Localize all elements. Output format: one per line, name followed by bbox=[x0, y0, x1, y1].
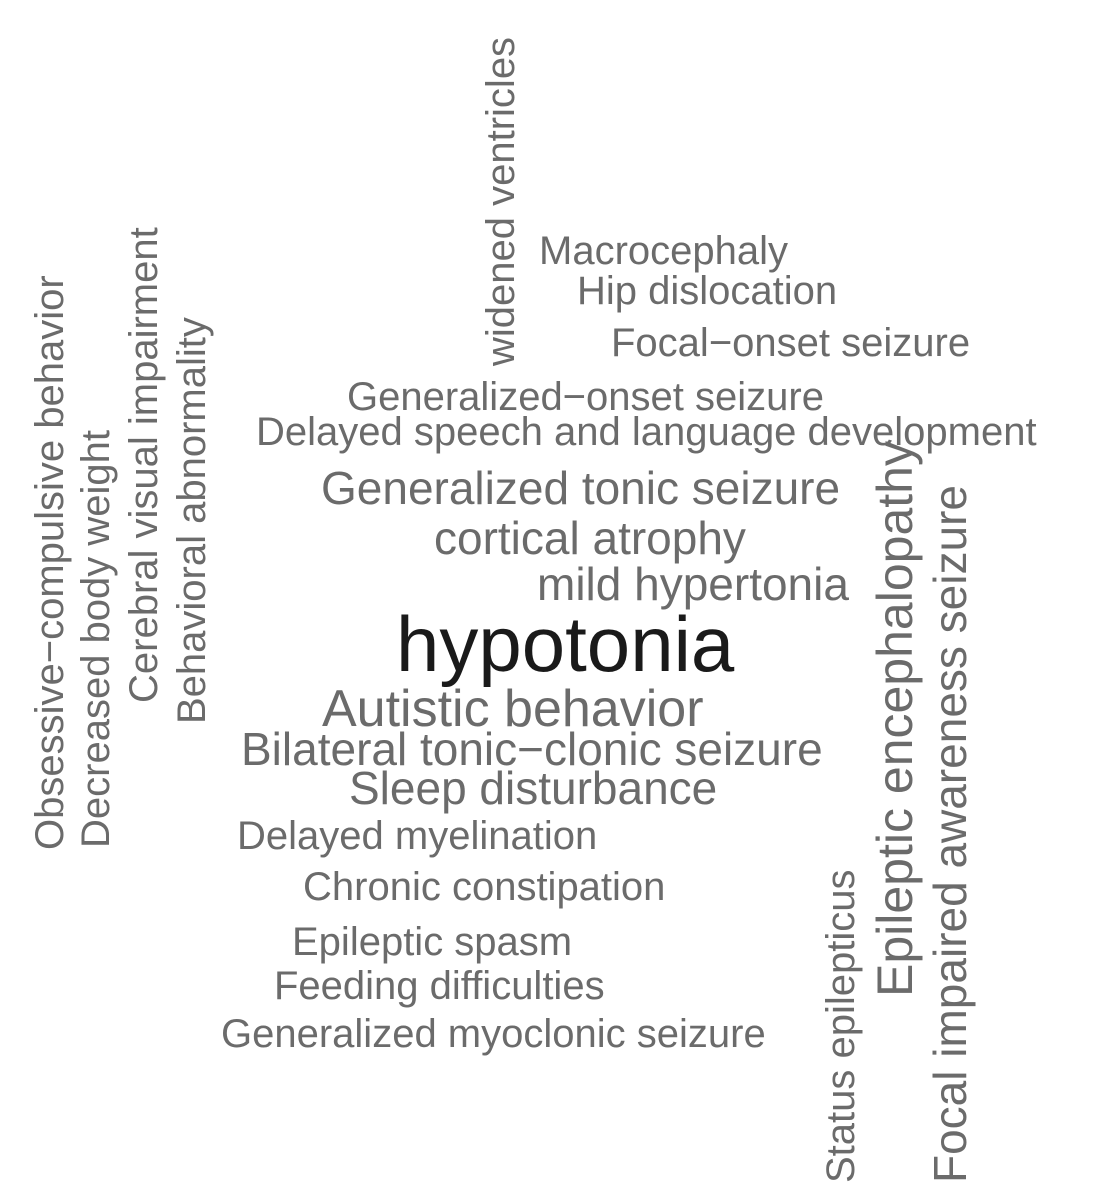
word-decreased-body-weight: Decreased body weight bbox=[74, 429, 118, 848]
word-epileptic-spasm: Epileptic spasm bbox=[292, 920, 573, 964]
word-obsessive-compulsive-behavior: Obsessive−compulsive behavior bbox=[28, 275, 72, 850]
word-behavioral-abnormality: Behavioral abnormality bbox=[170, 317, 214, 724]
word-mild-hypertonia: mild hypertonia bbox=[537, 558, 849, 610]
word-delayed-myelination: Delayed myelination bbox=[237, 814, 598, 858]
word-bilateral-tonic-clonic-seizure: Bilateral tonic−clonic seizure bbox=[241, 723, 823, 775]
word-delayed-speech: Delayed speech and language development bbox=[256, 410, 1037, 454]
word-generalized-myoclonic-seizure: Generalized myoclonic seizure bbox=[221, 1012, 766, 1056]
word-status-epilepticus: Status epilepticus bbox=[819, 869, 863, 1183]
word-focal-onset-seizure: Focal−onset seizure bbox=[611, 321, 971, 365]
word-chronic-constipation: Chronic constipation bbox=[303, 865, 666, 909]
word-cortical-atrophy: cortical atrophy bbox=[434, 512, 746, 564]
word-generalized-onset-seizure: Generalized−onset seizure bbox=[347, 375, 824, 419]
word-cerebral-visual-impairment: Cerebral visual impairment bbox=[122, 227, 166, 703]
word-generalized-tonic-seizure: Generalized tonic seizure bbox=[321, 462, 841, 514]
word-feeding-difficulties: Feeding difficulties bbox=[274, 964, 605, 1008]
word-epileptic-encephalopathy: Epileptic encephalopathy bbox=[867, 441, 923, 997]
word-focal-impaired-awareness-seizure: Focal impaired awareness seizure bbox=[924, 485, 976, 1183]
word-sleep-disturbance: Sleep disturbance bbox=[349, 762, 718, 814]
word-widened-ventricles: widened ventricles bbox=[479, 36, 523, 366]
word-macrocephaly: Macrocephaly bbox=[539, 229, 789, 273]
word-autistic-behavior: Autistic behavior bbox=[322, 680, 704, 738]
word-hip-dislocation: Hip dislocation bbox=[577, 269, 838, 313]
word-hypotonia: hypotonia bbox=[396, 600, 735, 688]
